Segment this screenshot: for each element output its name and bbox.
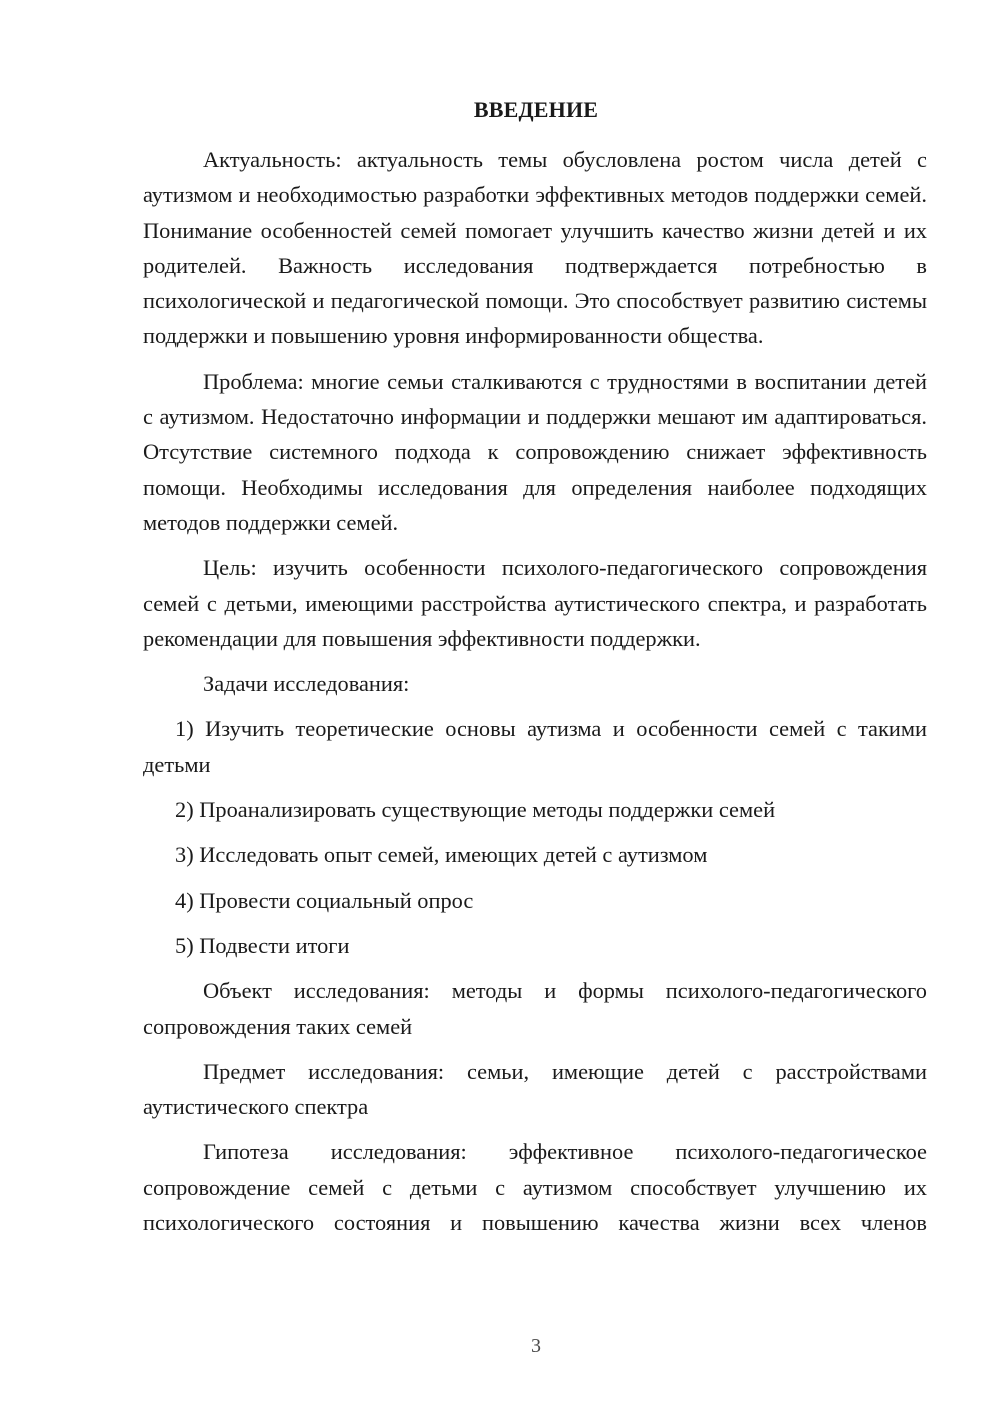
list-item-task-3: 3) Исследовать опыт семей, имеющих детей с аутизмом xyxy=(175,842,708,868)
page-number: 3 xyxy=(531,1335,541,1357)
document-body xyxy=(143,142,927,1250)
paragraph-relevance: Актуальность: актуальность темы обусловлена ростом числа детей с аутизмом и необходимостью разработки эффективных методов поддержки семей. Понимание особенностей семей помогает улучшить качество жизни детей и их родителей. Важность исследования подтверждается потребностью в психологической и педагогической помощи. Это способствует развитию системы поддержки и повышению уровня информированности общества. xyxy=(143,147,927,349)
paragraph-object: Объект исследования: методы и формы психолого-педагогического сопровождения таких семей xyxy=(143,978,927,1039)
list-item-task-1: 1) Изучить теоретические основы аутизма и особенности семей с такими детьми xyxy=(143,716,927,777)
list-item-task-5: 5) Подвести итоги xyxy=(175,932,350,958)
paragraph-problem: Проблема: многие семьи сталкиваются с трудностями в воспитании детей с аутизмом. Недостаточно информации и поддержки мешают им адаптироваться. Отсутствие системного подхода к сопровождению снижает эффективность помощи. Необходимы исследования для определения наиболее подходящих методов поддержки семей. xyxy=(143,368,927,535)
section-title: ВВЕДЕНИЕ xyxy=(473,97,599,122)
paragraph-hypothesis: Гипотеза исследования: эффективное психолого-педагогическое сопровождение семей с детьми с аутизмом способствует улучшению их психологического состояния и повышению качества жизни всех членов xyxy=(143,1139,927,1236)
paragraph-subject: Предмет исследования: семьи, имеющие детей с расстройствами аутистического спектра xyxy=(143,1058,927,1120)
paragraph-goal: Цель: изучить особенности психолого-педагогического сопровождения семей с детьми, имеющими расстройства аутистического спектра, и разработать рекомендации для повышения эффективности поддержки. xyxy=(143,555,927,651)
list-item-task-4: 4) Провести социальный опрос xyxy=(175,887,474,913)
list-item-task-2: 2) Проанализировать существующие методы поддержки семей xyxy=(175,797,776,823)
paragraph-tasks-heading: Задачи исследования: xyxy=(203,671,410,697)
